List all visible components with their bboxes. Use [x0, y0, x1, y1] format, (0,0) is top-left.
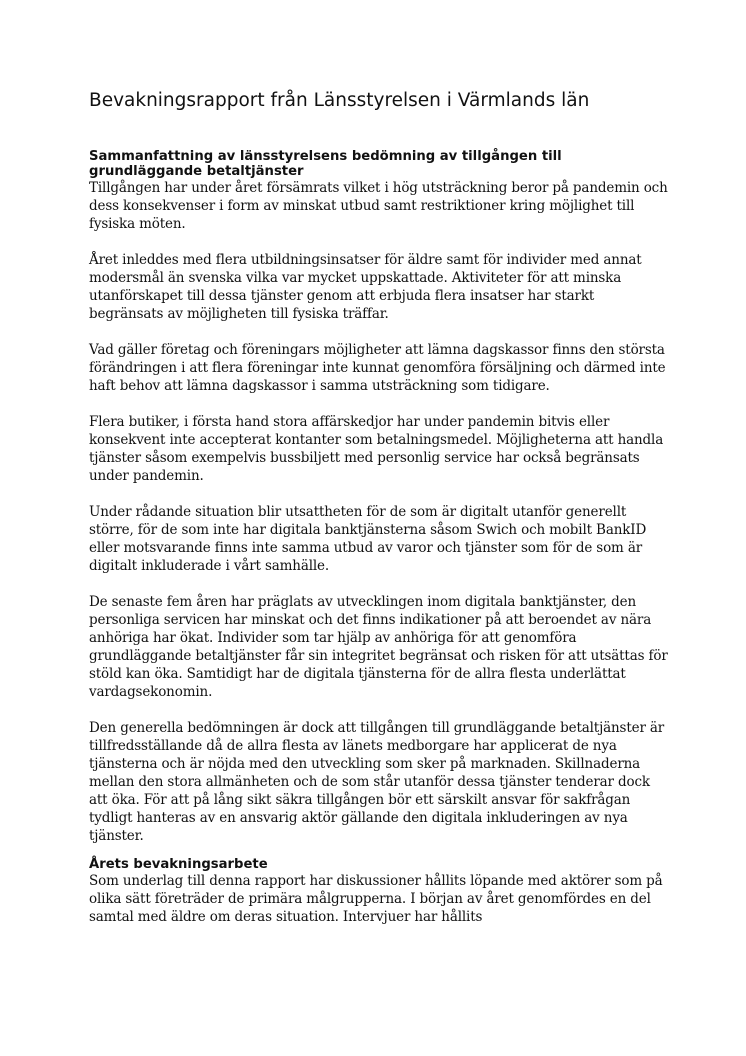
paragraph: Som underlag till denna rapport har diskussioner hållits löpande med aktörer som på olika sätt företräder de primära målgrupperna. I början av året genomfördes en del samtal med äldre om deras situation. Intervjuer har hållits — [89, 873, 663, 925]
paragraph: Flera butiker, i första hand stora affärskedjor har under pandemin bitvis eller konsekvent inte accepterat kontanter som betalningsmedel. Möjligheterna att handla tjänster såsom exempelvis bussbiljett med personlig service har också begränsats under pandemin. — [89, 414, 664, 484]
paragraph: Under rådande situation blir utsattheten för de som är digitalt utanför generellt större, för de som inte har digitala banktjänsterna såsom Swich och mobilt BankID eller motsvarande finns inte samma utbud av varor och tjänster som för de som är digitalt inkluderade i vårt samhälle. — [89, 504, 647, 574]
section-heading-monitoring: Årets bevakningsarbete — [89, 857, 268, 872]
paragraph: De senaste fem åren har präglats av utvecklingen inom digitala banktjänster, den personliga servicen har minskat och det finns indikationer på att beroendet av nära anhöriga har ökat. Individer som tar hjälp av anhöriga för att genomföra grundläggande betaltjänster får sin integritet begränsat och risken för att utsättas för stöld kan öka. Samtidigt har de digitala tjänsterna för de allra flesta underlättat vardagsekonomin. — [89, 594, 668, 700]
paragraph: Den generella bedömningen är dock att tillgången till grundläggande betaltjänster är tillfredsställande då de allra flesta av länets medborgare har applicerat de nya tjänsterna och är nöjda med den utveckling som sker på marknaden. Skillnaderna mellan den stora allmänheten och de som står utanför dessa tjänster tenderar dock att öka. För att på lång sikt säkra tillgången bör ett särskilt ansvar för sakfrågan tydligt hanteras av en ansvarig aktör gällande den digitala inkluderingen av nya tjänster. — [89, 720, 665, 844]
section-heading-summary: Sammanfattning av länsstyrelsens bedömning av tillgången till grundläggande betaltjänster — [89, 149, 562, 179]
paragraph: Vad gäller företag och föreningars möjligheter att lämna dagskassor finns den största förändringen i att flera föreningar inte kunnat genomföra försäljning och därmed inte haft behov att lämna dagskassor i samma utsträckning som tidigare. — [89, 342, 666, 394]
document-title: Bevakningsrapport från Länsstyrelsen i Värmlands län — [89, 90, 590, 111]
document-body — [89, 149, 669, 926]
paragraph: Året inleddes med flera utbildningsinsatser för äldre samt för individer med annat modersmål än svenska vilka var mycket uppskattade. Aktiviteter för att minska utanförskapet till dessa tjänster genom att erbjuda flera insatser har starkt begränsats av möjligheten till fysiska träffar. — [89, 252, 642, 322]
paragraph: Tillgången har under året försämrats vilket i hög utsträckning beror på pandemin och dess konsekvenser i form av minskat utbud samt restriktioner kring möjlighet till fysiska möten. — [89, 180, 668, 232]
